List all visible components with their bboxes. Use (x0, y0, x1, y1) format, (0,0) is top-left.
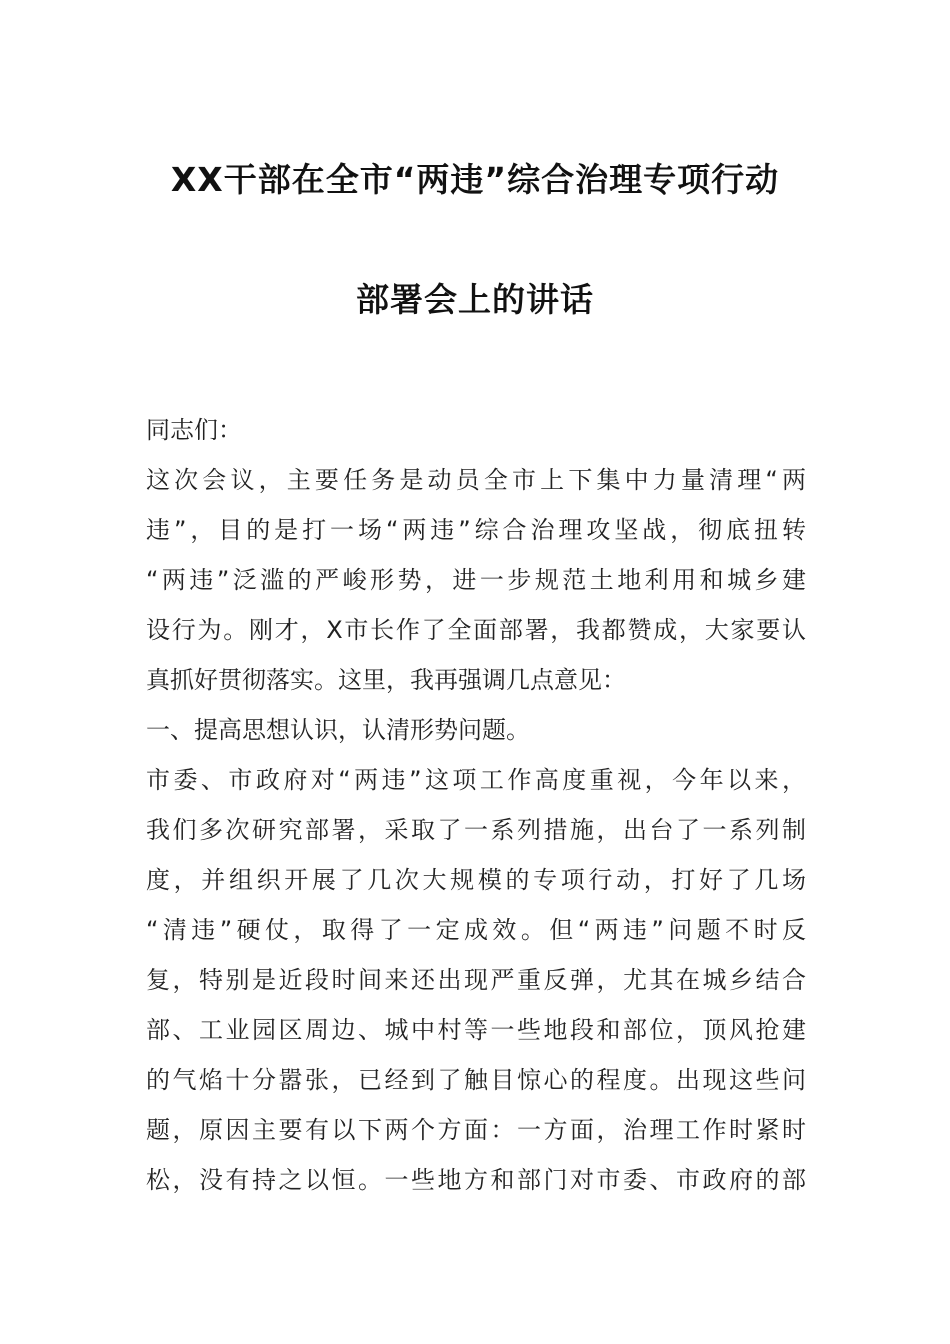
body-line: 复，特别是近段时间来还出现严重反弹，尤其在城乡结合 (146, 966, 806, 994)
body-line: “清违”硬仗，取得了一定成效。但“两违”问题不时反 (146, 916, 806, 944)
body-line: 题，原因主要有以下两个方面：一方面，治理工作时紧时 (146, 1116, 806, 1144)
body-line: 部、工业园区周边、城中村等一些地段和部位，顶风抢建 (146, 1016, 806, 1044)
section-heading-1: 一、提高思想认识，认清形势问题。 (146, 716, 530, 744)
body-line: 市委、市政府对“两违”这项工作高度重视，今年以来， (146, 766, 806, 794)
body-line: 度，并组织开展了几次大规模的专项行动，打好了几场 (146, 866, 806, 894)
body-line: 这次会议，主要任务是动员全市上下集中力量清理“两 (146, 466, 806, 494)
body-line: 的气焰十分嚣张，已经到了触目惊心的程度。出现这些问 (146, 1066, 806, 1094)
document-title-line-1: XX干部在全市“两违”综合治理专项行动 (170, 160, 780, 199)
body-line: 我们多次研究部署，采取了一系列措施，出台了一系列制 (146, 816, 806, 844)
body-line: 违”，目的是打一场“两违”综合治理攻坚战，彻底扭转 (146, 516, 806, 544)
body-line: 松，没有持之以恒。一些地方和部门对市委、市政府的部 (146, 1166, 806, 1194)
body-line-salutation: 同志们： (146, 416, 242, 444)
body-line: 真抓好贯彻落实。这里，我再强调几点意见： (146, 666, 626, 694)
body-line: 设行为。刚才，X市长作了全面部署，我都赞成，大家要认 (146, 616, 806, 644)
body-line: “两违”泛滥的严峻形势，进一步规范土地利用和城乡建 (146, 566, 806, 594)
document-title-line-2: 部署会上的讲话 (356, 280, 594, 319)
